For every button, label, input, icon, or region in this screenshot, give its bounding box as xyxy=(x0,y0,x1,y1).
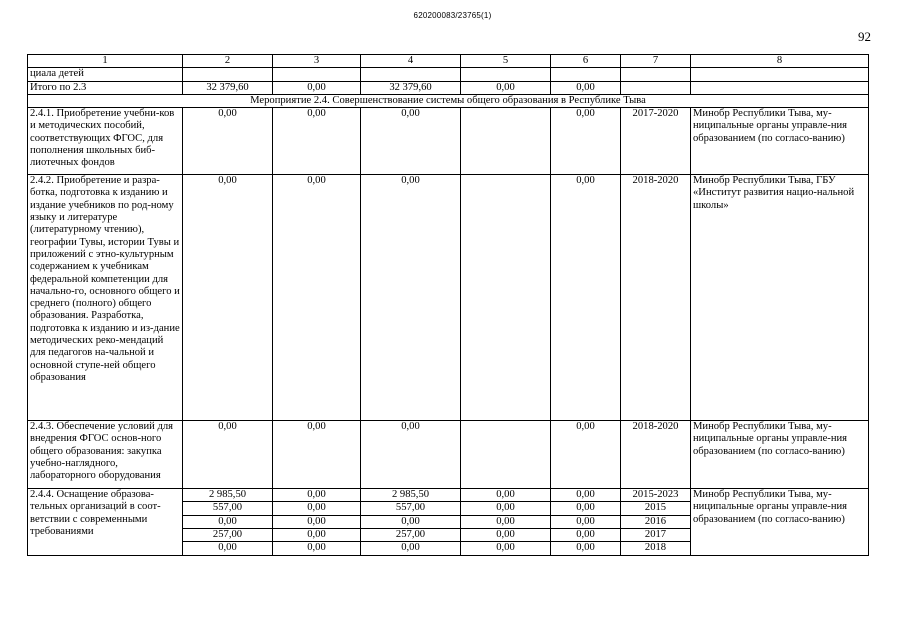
column-header: 5 xyxy=(461,55,551,68)
section-heading: Мероприятие 2.4. Совершенствование системы общего образования в Республике Тыва xyxy=(28,94,869,107)
table-cell: 0,00 xyxy=(551,502,621,515)
table-cell: 2.4.3. Обеспечение условий для внедрения ФГОС основ-ного общего образования: закупка учебно-наглядного, лабораторного оборудования xyxy=(28,421,183,489)
table-cell: 0,00 xyxy=(461,502,551,515)
table-cell: 32 379,60 xyxy=(361,81,461,94)
table-cell: 0,00 xyxy=(361,542,461,555)
table-cell: 0,00 xyxy=(551,529,621,542)
table-row xyxy=(28,175,869,421)
table-cell: 0,00 xyxy=(273,489,361,502)
table-cell xyxy=(461,421,551,489)
column-header: 8 xyxy=(691,55,869,68)
table-cell: 2015-2023 xyxy=(621,489,691,502)
table-cell xyxy=(691,81,869,94)
table-cell xyxy=(183,68,273,81)
table-cell: 0,00 xyxy=(361,175,461,421)
table-cell xyxy=(461,175,551,421)
table-cell: 0,00 xyxy=(551,489,621,502)
table-cell: 2017 xyxy=(621,529,691,542)
page-number: 92 xyxy=(858,29,871,44)
table-cell: 0,00 xyxy=(461,489,551,502)
table-cell: 0,00 xyxy=(273,515,361,528)
table-cell: 0,00 xyxy=(183,542,273,555)
table-cell xyxy=(273,68,361,81)
table-cell: 0,00 xyxy=(551,421,621,489)
table-cell: 2.4.1. Приобретение учебни-ков и методических пособий, соответствующих ФГОС, для пополнения школьных биб-лиотечных фондов xyxy=(28,108,183,175)
budget-table xyxy=(27,54,869,556)
table-cell: 0,00 xyxy=(183,515,273,528)
table-cell xyxy=(621,81,691,94)
table-cell: 0,00 xyxy=(551,108,621,175)
section-heading-row xyxy=(28,94,869,107)
table-cell: 2018-2020 xyxy=(621,421,691,489)
table-cell: 0,00 xyxy=(273,81,361,94)
table-cell xyxy=(691,68,869,81)
table-row xyxy=(28,489,869,502)
table-cell: 0,00 xyxy=(273,108,361,175)
table-cell: 257,00 xyxy=(361,529,461,542)
total-row xyxy=(28,81,869,94)
document-id: 620200083/23765(1) xyxy=(413,11,492,20)
table-cell: 0,00 xyxy=(183,108,273,175)
column-header: 2 xyxy=(183,55,273,68)
table-cell: 0,00 xyxy=(461,542,551,555)
table-cell: 557,00 xyxy=(361,502,461,515)
table-cell: 0,00 xyxy=(461,81,551,94)
table-cell: 557,00 xyxy=(183,502,273,515)
table-cell: 32 379,60 xyxy=(183,81,273,94)
column-header: 1 xyxy=(28,55,183,68)
column-header: 6 xyxy=(551,55,621,68)
table-cell: 0,00 xyxy=(551,175,621,421)
table-cell: 0,00 xyxy=(461,515,551,528)
table-cell: 2 985,50 xyxy=(183,489,273,502)
table-cell: 0,00 xyxy=(551,81,621,94)
table-cell: 2017-2020 xyxy=(621,108,691,175)
table-cell: Минобр Республики Тыва, му-ниципальные органы управле-ния образованием (по согласо-ванию) xyxy=(691,421,869,489)
table-cell: Минобр Республики Тыва, му-ниципальные органы управле-ния образованием (по согласо-ванию) xyxy=(691,489,869,555)
table-row xyxy=(28,421,869,489)
table-cell: 0,00 xyxy=(273,542,361,555)
table-cell xyxy=(551,68,621,81)
table-cell: 0,00 xyxy=(183,175,273,421)
table-cell: 0,00 xyxy=(361,108,461,175)
table-cell: 2.4.4. Оснащение образова-тельных организаций в соот-ветствии с современными требованиями xyxy=(28,489,183,555)
table-cell: 0,00 xyxy=(273,175,361,421)
table-cell xyxy=(461,108,551,175)
table-cell: Минобр Республики Тыва, му-ниципальные органы управле-ния образованием (по согласо-ванию) xyxy=(691,108,869,175)
table-cell: 0,00 xyxy=(273,529,361,542)
table-cell: циала детей xyxy=(28,68,183,81)
table-row xyxy=(28,68,869,81)
table-cell: 257,00 xyxy=(183,529,273,542)
table-cell: 2018 xyxy=(621,542,691,555)
table-cell: 2016 xyxy=(621,515,691,528)
table-cell: 0,00 xyxy=(361,421,461,489)
table-cell: 2018-2020 xyxy=(621,175,691,421)
table-cell xyxy=(621,68,691,81)
column-header: 3 xyxy=(273,55,361,68)
column-header-row xyxy=(28,55,869,68)
table-cell: 0,00 xyxy=(461,529,551,542)
table-cell: 0,00 xyxy=(361,515,461,528)
column-header: 7 xyxy=(621,55,691,68)
table-cell: 2015 xyxy=(621,502,691,515)
table-cell: Итого по 2.3 xyxy=(28,81,183,94)
table-cell xyxy=(461,68,551,81)
table-cell: 0,00 xyxy=(551,515,621,528)
column-header: 4 xyxy=(361,55,461,68)
table-cell: 0,00 xyxy=(183,421,273,489)
table-cell: 0,00 xyxy=(273,421,361,489)
table-cell: 2.4.2. Приобретение и разра-ботка, подготовка к изданию и издание учебников по род-ному языку и литературе (литературному чтению), географии Тувы, истории Тувы и приложений с этно-культурным содержанием к учебникам федеральной компетенции для начально-го, основного общего и среднего (полного) общего образования. Разработка, подготовка к изданию и из-дание методических реко-мендаций для педагогов на-чальной и основной ступе-ней общего образования xyxy=(28,175,183,421)
table-cell: 0,00 xyxy=(551,542,621,555)
table-cell xyxy=(361,68,461,81)
table-row xyxy=(28,108,869,175)
table-cell: Минобр Республики Тыва, ГБУ «Институт развития нацио-нальной школы» xyxy=(691,175,869,421)
table-cell: 0,00 xyxy=(273,502,361,515)
table-cell: 2 985,50 xyxy=(361,489,461,502)
